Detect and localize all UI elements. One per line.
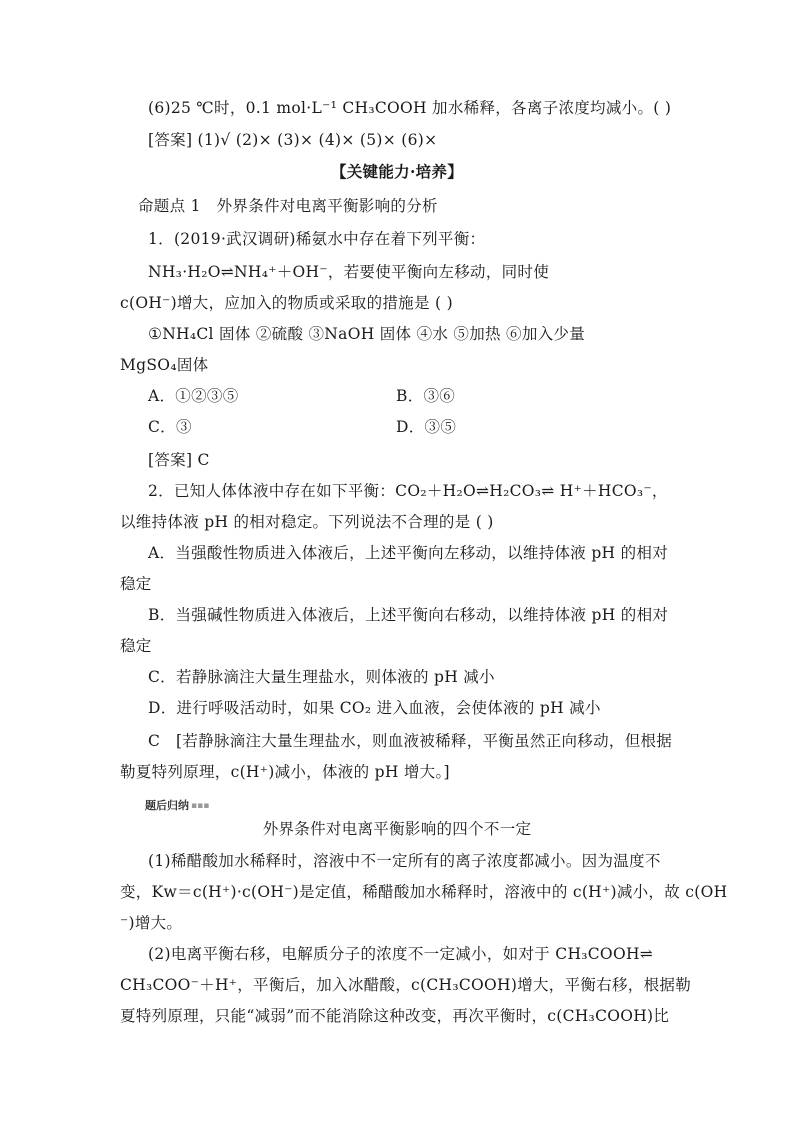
q1-items-line1: ①NH₄Cl 固体 ②硫酸 ③NaOH 固体 ④水 ⑤加热 ⑥加入少量 [148, 325, 586, 343]
q1-option-c: C．③ [148, 418, 192, 436]
q1-stem-line3: c(OH⁻)增大，应加入的物质或采取的措施是 ( ) [120, 294, 453, 312]
q2-option-a-line1: A．当强酸性物质进入体液后，上述平衡向左移动，以维持体液 pH 的相对 [148, 544, 668, 562]
summary-point1-line2: 变，Kw＝c(H⁺)·c(OH⁻)是定值，稀醋酸加水稀释时，溶液中的 c(H⁺)减小，故 c(OH [120, 883, 728, 901]
q2-explanation-line1: C [若静脉滴注大量生理盐水，则血液被稀释，平衡虽然正向移动，但根据 [148, 732, 673, 750]
q1-items-line2: MgSO₄固体 [120, 356, 209, 374]
q1-option-b: B．③⑥ [396, 387, 456, 405]
q1-option-d: D．③⑤ [396, 418, 457, 436]
summary-point2-line3: 夏特列原理，只能“减弱”而不能消除这种改变，再次平衡时，c(CH₃COOH)比 [120, 1007, 670, 1025]
summary-label-text: 题后归纳 [145, 799, 189, 812]
q1-answer: [答案] C [148, 451, 210, 469]
q2-explanation-line2: 勒夏特列原理，c(H⁺)减小，体液的 pH 增大。] [120, 763, 450, 781]
summary-point2-line1: (2)电离平衡右移，电解质分子的浓度不一定减小，如对于 CH₃COOH⇌ [148, 945, 654, 963]
q1-stem-line1: 1．(2019·武汉调研)稀氨水中存在着下列平衡： [148, 230, 486, 248]
q2-stem-line2: 以维持体液 pH 的相对稳定。下列说法不合理的是 ( ) [120, 513, 494, 531]
q2-option-d: D．进行呼吸活动时，如果 CO₂ 进入血液，会使体液的 pH 减小 [148, 699, 601, 717]
q1-stem-line2: NH₃·H₂O⇌NH₄⁺＋OH⁻，若要使平衡向左移动，同时使 [148, 263, 550, 281]
summary-point1-line3: ⁻)增大。 [120, 914, 183, 932]
summary-point1-line1: (1)稀醋酸加水稀释时，溶液中不一定所有的离子浓度都减小。因为温度不 [148, 852, 661, 870]
topic-heading: 命题点 1 外界条件对电离平衡影响的分析 [138, 197, 438, 215]
q2-option-a-line2: 稳定 [120, 575, 152, 593]
q2-option-b-line1: B．当强碱性物质进入体液后，上述平衡向右移动，以维持体液 pH 的相对 [148, 606, 669, 624]
summary-point2-line2: CH₃COO⁻＋H⁺，平衡后，加入冰醋酸，c(CH₃COOH)增大，平衡右移，根据勒 [120, 976, 692, 994]
decorative-dots: ▪▪▪ [191, 801, 210, 811]
summary-label [145, 796, 209, 816]
question-6-line: (6)25 ℃时，0.1 mol·L⁻¹ CH₃COOH 加水稀释，各离子浓度均减小。( ) [148, 99, 672, 117]
q2-option-c: C．若静脉滴注大量生理盐水，则体液的 pH 减小 [148, 668, 495, 686]
q2-option-b-line2: 稳定 [120, 637, 152, 655]
answer-line: [答案] (1)√ (2)× (3)× (4)× (5)× (6)× [148, 131, 438, 149]
section-heading: 【关键能力·培养】 [330, 162, 464, 181]
q1-option-a: A．①②③⑤ [148, 387, 239, 405]
q2-stem-line1: 2．已知人体体液中存在如下平衡：CO₂＋H₂O⇌H₂CO₃⇌ H⁺＋HCO₃⁻， [148, 482, 668, 500]
summary-title: 外界条件对电离平衡影响的四个不一定 [262, 820, 532, 838]
